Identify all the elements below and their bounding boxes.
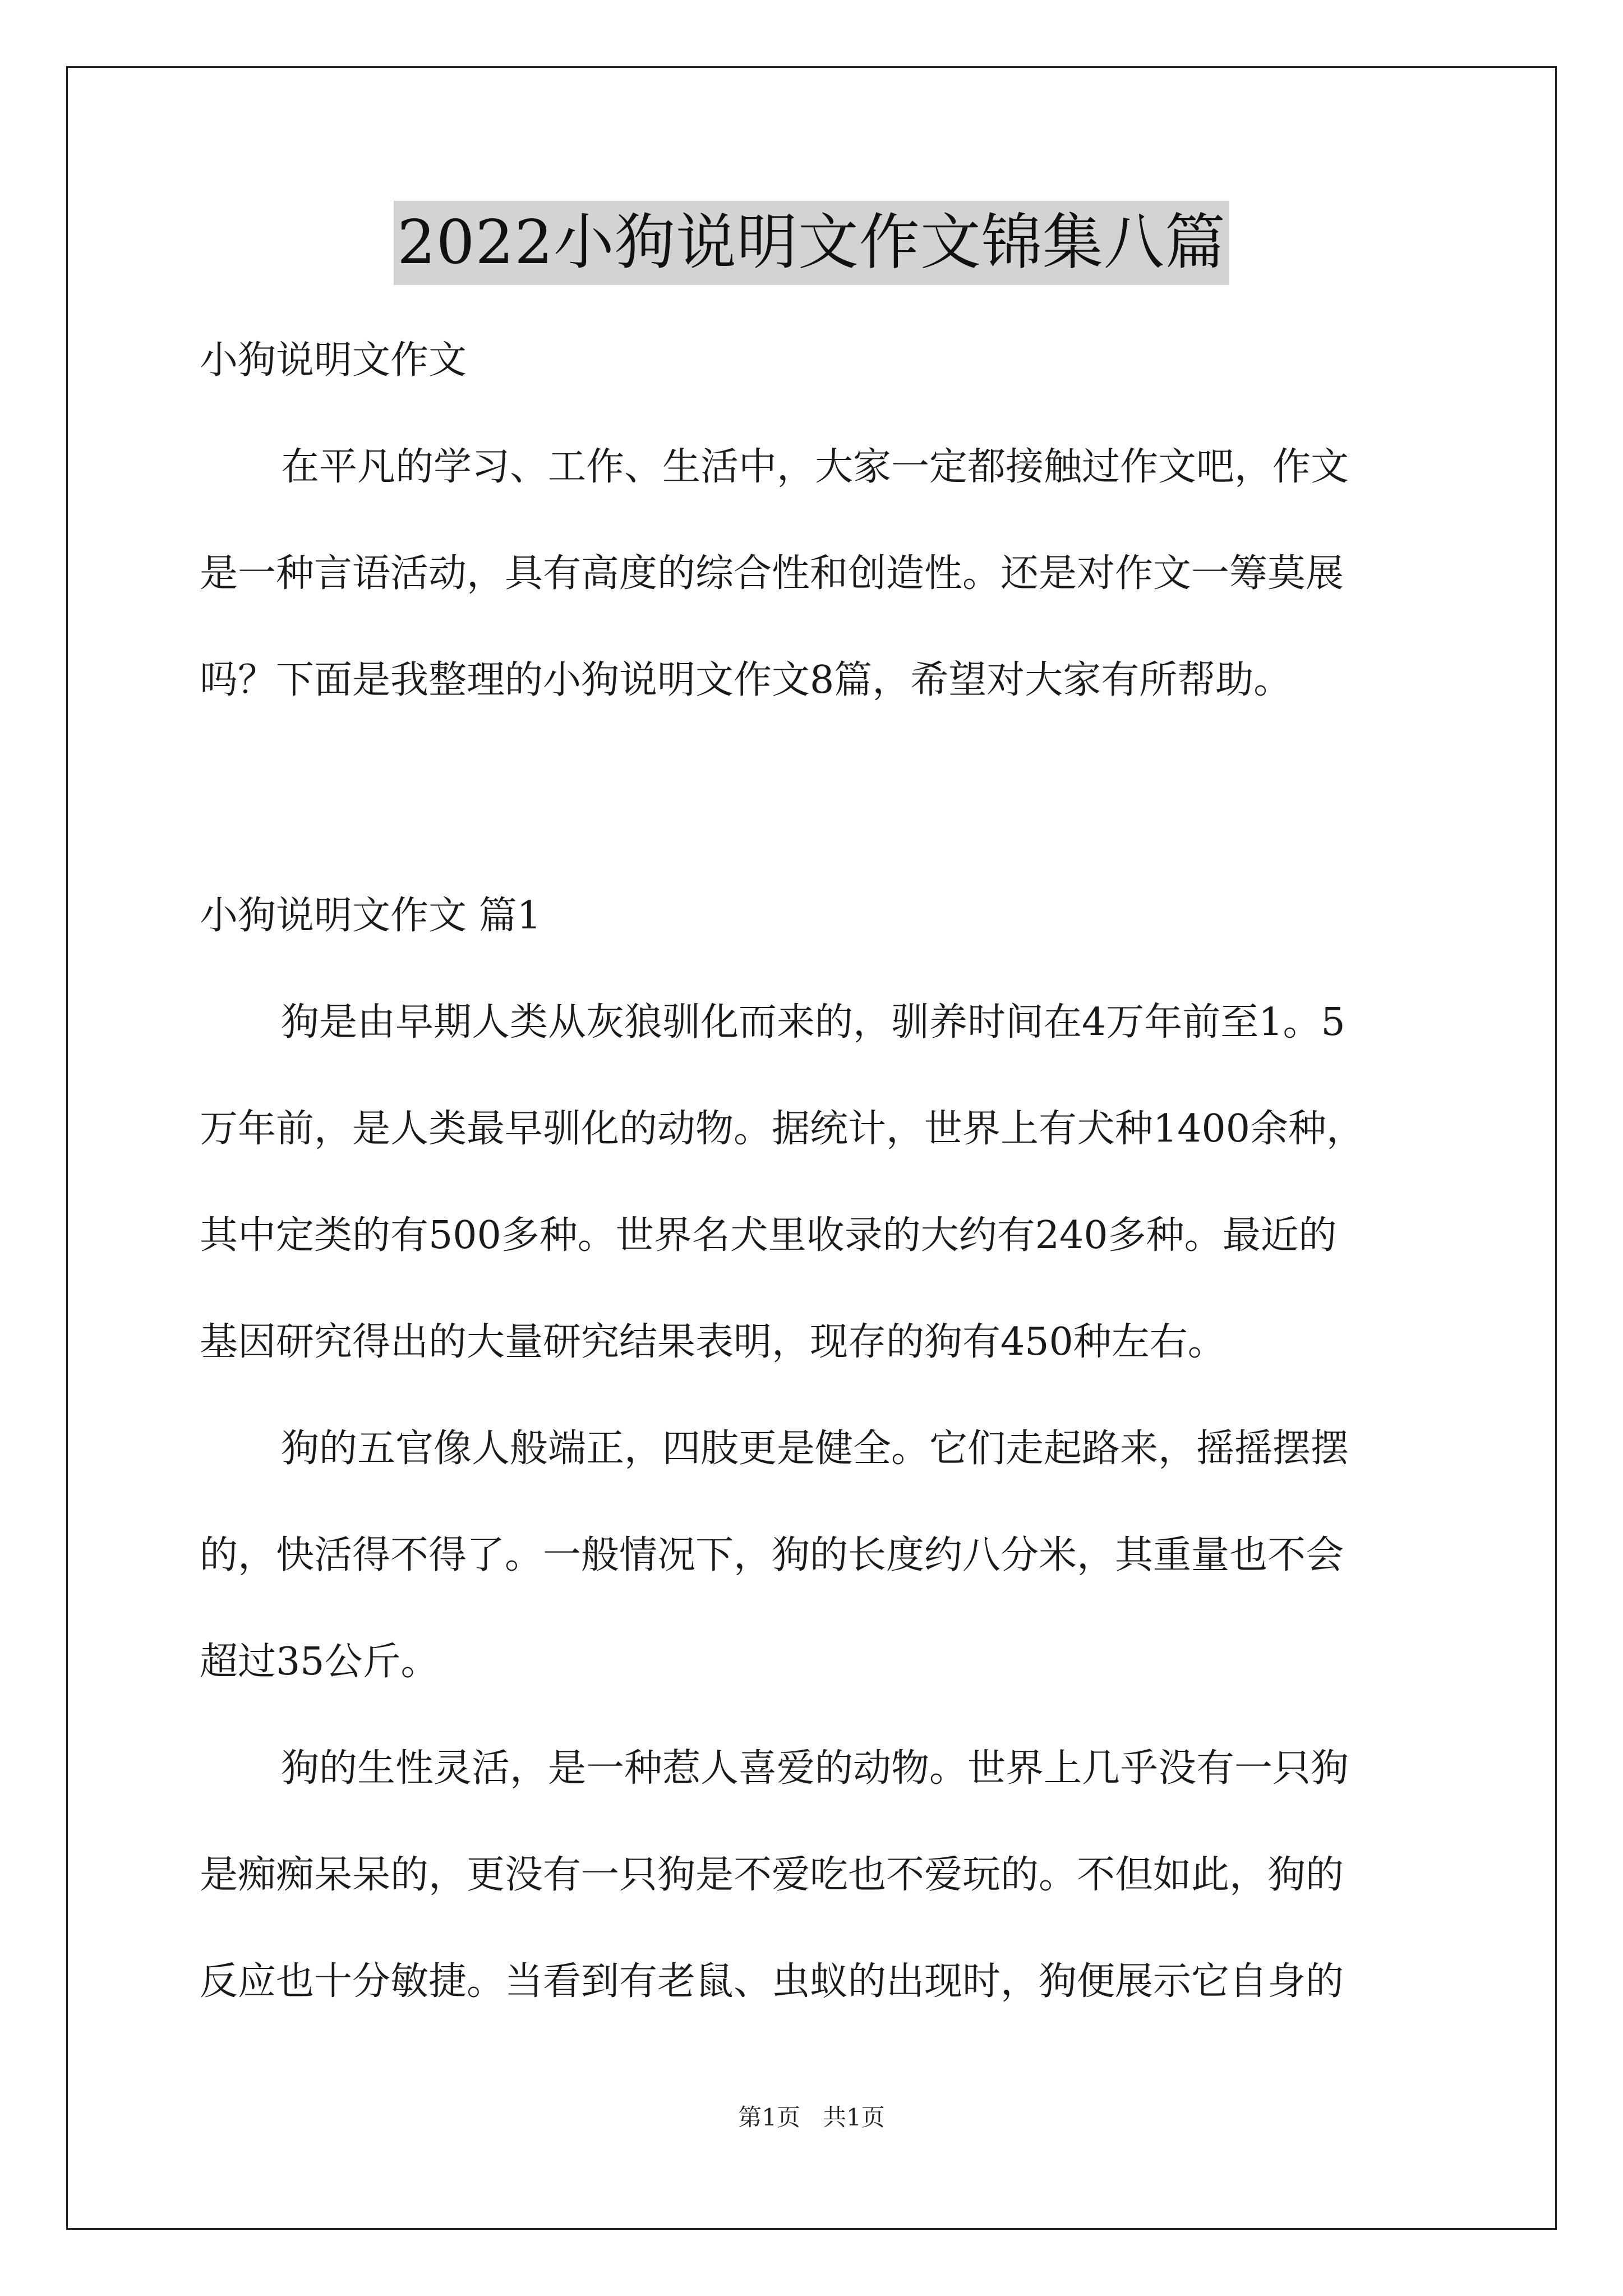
section-heading-intro: 小狗说明文作文 <box>200 338 467 383</box>
paragraph-line: 的，快活得不得了。一般情况下，狗的长度约八分米，其重量也不会 <box>200 1533 1344 1577</box>
page-footer: 第1页 共1页 <box>738 2104 885 2131</box>
paragraph-3 <box>200 1715 1433 2035</box>
intro-heading-block <box>200 307 1433 414</box>
paragraph-2 <box>200 1396 1433 1715</box>
paragraph-line: 狗的五官像人般端正，四肢更是健全。它们走起路来，摇摇摆摆 <box>281 1427 1349 1471</box>
paragraph-line: 在平凡的学习、工作、生活中，大家一定都接触过作文吧，作文 <box>281 445 1349 489</box>
paragraph-line: 狗的生性灵活，是一种惹人喜爱的动物。世界上几乎没有一只狗 <box>281 1746 1349 1791</box>
paragraph-line: 反应也十分敏捷。当看到有老鼠、虫蚁的出现时，狗便展示它自身的 <box>200 1959 1344 2004</box>
paragraph-line: 狗是由早期人类从灰狼驯化而来的，驯养时间在4万年前至1。5 <box>281 1000 1345 1045</box>
paragraph-line: 基因研究得出的大量研究结果表明，现存的狗有450种左右。 <box>200 1320 1226 1364</box>
paragraph-line: 吗？下面是我整理的小狗说明文作文8篇，希望对大家有所帮助。 <box>200 658 1292 702</box>
title-container <box>0 201 1623 285</box>
paragraph-line: 万年前，是人类最早驯化的动物。据统计，世界上有犬种1400余种， <box>200 1107 1365 1151</box>
paragraph-line: 是一种言语活动，具有高度的综合性和创造性。还是对作文一筹莫展 <box>200 551 1344 596</box>
intro-paragraph <box>200 414 1433 734</box>
part1-heading-block <box>200 863 1433 969</box>
paragraph-1 <box>200 969 1433 1396</box>
paragraph-line: 是痴痴呆呆的，更没有一只狗是不爱吃也不爱玩的。不但如此，狗的 <box>200 1853 1344 1897</box>
paragraph-line: 超过35公斤。 <box>200 1640 439 1684</box>
paragraph-line: 其中定类的有500多种。世界名犬里收录的大约有240多种。最近的 <box>200 1213 1337 1258</box>
document-title: 2022小狗说明文作文锦集八篇 <box>394 201 1229 285</box>
section-heading-part1: 小狗说明文作文 篇1 <box>200 894 541 938</box>
